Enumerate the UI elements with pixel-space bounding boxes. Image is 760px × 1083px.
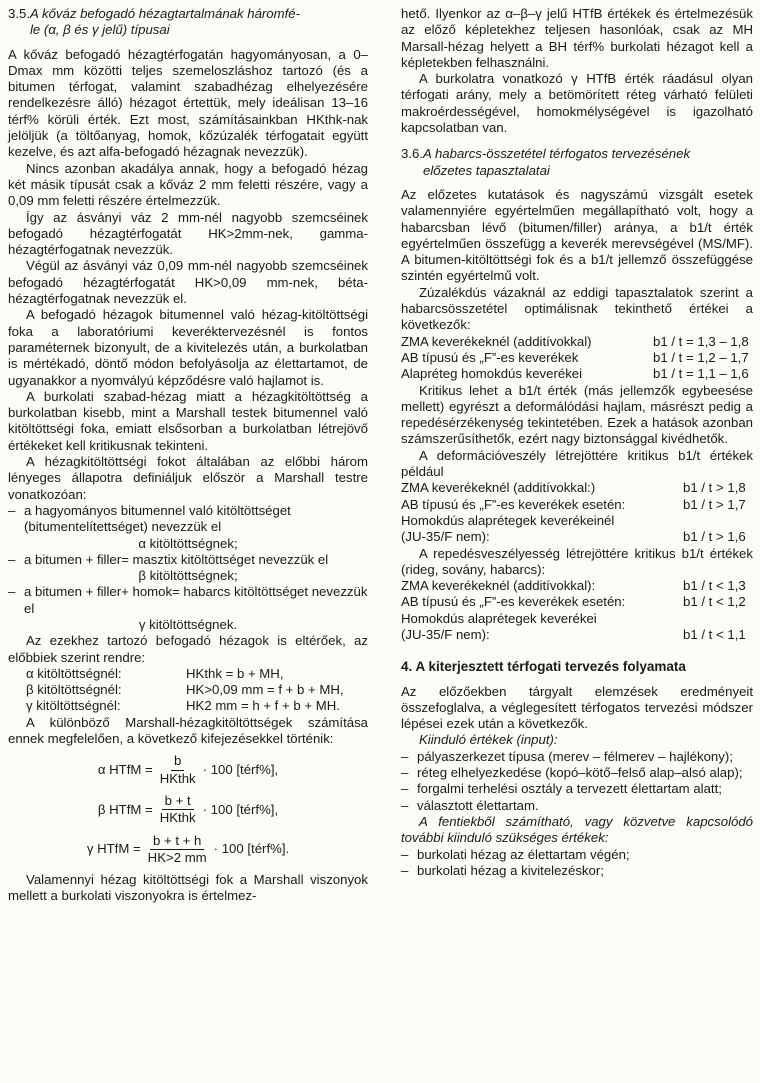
list-item: – a bitumen + filler= masztix kitöltöttséget nevezzük el [8,551,329,567]
list-item: – burkolati hézag az élettartam végén; [401,846,630,862]
equation: γ HTfM = $\frac{b + t + h}{HK>2 mm}$ · 100 [térf%]. [86,832,290,865]
paragraph: A deformációveszély létrejöttére kritikus b1/t értékek például [401,447,753,480]
table-row: Alapréteg homokdús keverékei b1 / t = 1,1 – 1,6 [401,366,749,382]
paragraph: A befogadó hézagok bitumennel való hézag-kitöltöttségi foka a laboratóriumi keveréktervezésnél is fontos paraméternek bizonyult, de a kivitelezés után, a burkolatban is mértékadó, döntő módon befolyásolja az élettartamot, de ugyanakkor a nyomvályú képződésre való hajlamot is. [8,307,368,388]
table-row: AB típusú és „F”-es keverékek esetén: b1 / t < 1,2 [401,594,746,610]
table-row: (JU-35/F nem): b1 / t < 1,1 [401,626,746,642]
paragraph: A kőváz befogadó hézagtérfogatán hagyományosan, a 0–Dmax mm közötti teljes szemeloszláshoz tartozó (és a bitumen térfogat, valamint szabadhézag elhelyezésére rendelkezésre álló) hézagot értettük, mely ideálisan 13–16 térf% körüli érték. Ezt most, számításainkban HKthk-nak jelöljük (a töltőanyag, homok, kőzúzalék térfogatait együtt kezelve, és azt alfa-befogadó hézagnak nevezzük). [8,46,368,160]
fill-definitions: α kitöltöttségnél: HKthk = b + MH, β kitöltöttségnél: HK>0,09 mm = f + b + MH, γ kitöltöttségnél: HK2 mm = h + f + b + MH. [26,665,344,714]
table-row: (JU-35/F nem): b1 / t > 1,6 [401,529,746,545]
paragraph: Végül az ásványi váz 0,09 mm-nél nagyobb szemcséinek befogadó hézagtérfogatát HK>0,09 mm-nek, béta-hézagtérfogatnak nevezzük el. [8,258,368,307]
paragraph: Nincs azonban akadálya annak, hogy a befogadó hézag két másik típusát csak a kőváz 2 mm feletti részére, vagy a 0,09 mm feletti részére értelmezzük. [8,160,368,209]
paragraph: A fentiekből számítható, vagy közvetve kapcsolódó további kiinduló szükséges értékek: [401,813,753,846]
paragraph: Az ezekhez tartozó befogadó hézagok is eltérőek, az előbbiek szerint rendre: [8,633,368,665]
equation: α HTfM = $\frac{b}{\text{HKthk}}$ · 100 [térf%], [97,753,279,786]
paragraph: A repedésveszélyesség létrejöttére kritikus b1/t értékek (rideg, sovány, habarcs): [401,545,753,577]
heading-line: előzetes tapasztalatai [423,162,550,178]
list-item-caption: β kitöltöttségnek; [138,568,238,584]
table-row: ZMA keverékeknél (additívokkal:) b1 / t > 1,8 [401,480,746,496]
list-item: – a hagyományos bitumennel való kitöltöttséget (bitumentelítettséget) nevezzük el [8,502,291,535]
table-row: Homokdús alaprétegek keverékeinél [401,512,615,528]
paragraph: Kritikus lehet a b1/t érték (más jellemzők egybeesése mellett) egyrészt a deformálódási hajlam, másrészt pedig a repedésérzékenység tekintetében. Ezek a hatások azonban számszerűsíthetők, ezért nagy biztonsággal kivédhetők. [401,382,753,447]
section-3-6-heading [401,146,753,179]
section-number: 3.6. [401,146,423,162]
value-table [401,480,753,545]
table-row: ZMA keverékeknél (additívokkal): b1 / t < 1,3 [401,578,746,594]
heading-line: A habarcs-összetétel térfogatos tervezésének [423,146,691,162]
paragraph: hető. Ilyenkor az α–β–γ jelű HTfB értékek és értelmezésük az előző képletekhez teljesen hasonlóak, csak az MH Marsall-hézag helyett a BH térf% burkolati hézagot kell a képletekben felhasználni. [401,6,753,70]
bullet-list [401,847,753,880]
paragraph: A burkolati szabad-hézag miatt a hézagkitöltöttség a burkolatban kisebb, mint a Marshall testek bitumennel való kitöltöttségi foka, emiatt elsősorban a burkolatban létrejövő értékeket kell kritikusnak tekinteni. [8,388,368,453]
paragraph: Az előzetes kutatások és nagyszámú vizsgált esetek valamennyiére egyértelműen megállapítható volt, hogy a habarcsban lévő (bitumen/filler) aránya, a b1/t érték egyértelműen összefügg a keverék merevségével (MS/MF). A bitumen-kitöltöttségi fok és a b1/t jellemző összefüggése szintén egyértelmű volt. [401,186,753,284]
value-table [401,334,753,383]
table-row: Homokdús alaprétegek keverékei [401,610,597,626]
paragraph: A hézagkitöltöttségi fokot általában az előbbi három lényeges állapotra definiáljuk először a Marshall testre vonatkozóan: [8,454,368,502]
right-column [401,6,753,879]
list-item: – forgalmi terhelési osztály a tervezett élettartam alatt; [401,781,722,797]
table-row: ZMA keverékeknél (additívokkal) b1 / t = 1,3 – 1,8 [401,333,749,349]
list-item-caption: γ kitöltöttségnek. [138,616,238,632]
bullet-list [401,749,753,814]
equation: β HTfM = $\frac{b + t}{\text{HKthk}}$ · 100 [térf%], [97,792,279,826]
list-item: – pályaszerkezet típusa (merev – félmerev – hajlékony); [401,748,733,764]
section-3-5-heading [8,6,368,39]
paragraph: Zúzalékdús vázaknál az eddigi tapasztalatok szerint a habarcsösszetétel optimálisnak tekinthető értékei a következők: [401,284,753,333]
left-column [8,6,368,905]
list-item: – a bitumen + filler+ homok= habarcs kitöltöttséget nevezzük el [8,584,368,616]
paragraph: A burkolatra vonatkozó γ HTfB érték ráadásul olyan térfogati arány, mely a betömörített réteg várható felületi makroérdességével, homokmélységével is igazolható kapcsolatban van. [401,71,753,136]
paragraph: Az előzőekben tárgyalt elemzések eredményeit összefoglalva, a véglegesített térfogatos tervezési módszer lépései ezek után a következők. [401,683,753,732]
table-row: AB típusú és „F”-es keverékek b1 / t = 1,2 – 1,7 [401,349,749,365]
paragraph: Így az ásványi váz 2 mm-nél nagyobb szemcséinek befogadó hézagtérfogatát HK>2mm-nek, gamma-hézagtérfogatnak nevezzük. [8,209,368,258]
paragraph: A különböző Marshall-hézagkitöltöttségek számítása ennek megfelelően, a következő kifejezésekkel történik: [8,714,368,747]
list-item: – burkolati hézag a kivitelezéskor; [401,862,604,878]
heading-line: A kőváz befogadó hézagtartalmának háromfé- [30,6,301,21]
section-number: 3.5. [8,6,30,21]
paragraph: Kiinduló értékek (input): [419,732,558,748]
table-row: AB típusú és „F”-es keverékek esetén: b1 / t > 1,7 [401,496,746,512]
list-item: – választott élettartam. [401,797,539,813]
list-item-caption: α kitöltöttségnek; [138,535,238,551]
value-table [401,578,753,643]
list-item: – réteg elhelyezkedése (kopó–kötő–felső alap–alsó alap); [401,765,743,781]
section-4-heading: 4. A kiterjesztett térfogati tervezés folyamata [401,659,686,675]
paragraph: Valamennyi hézag kitöltöttségi fok a Marshall viszonyok mellett a burkolati viszonyokra is értelmez- [8,872,368,904]
heading-line: le (α, β és γ jelű) típusai [30,22,170,38]
